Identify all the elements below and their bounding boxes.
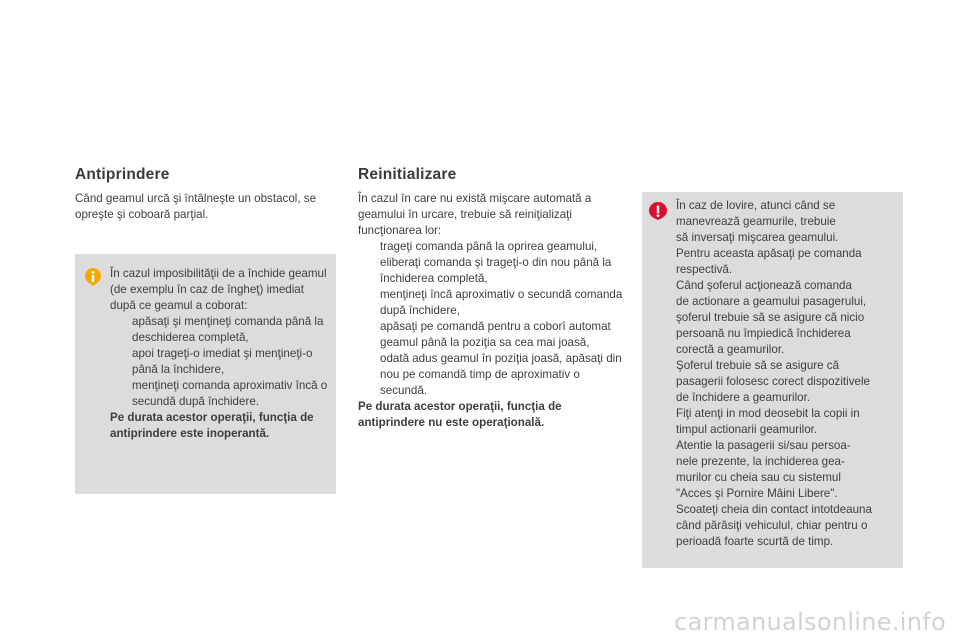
warning-line: În caz de lovire, atunci când se bbox=[676, 199, 836, 212]
list-item: eliberaţi comanda şi trageţi-o din nou până la închiderea completă, bbox=[380, 256, 612, 285]
warning-line: de închidere a geamurilor. bbox=[676, 391, 811, 404]
list-item: apoi trageţi-o imediat şi menţineţi-o până la închidere, bbox=[132, 347, 313, 376]
list-item: apăsaţi pe comandă pentru a coborî automat geamul până la poziţia sa cea mai joasă, bbox=[380, 320, 611, 349]
antiprindere-intro: Când geamul urcă şi întâlneşte un obstacol, se opreşte şi coboară parţial. bbox=[75, 192, 317, 221]
watermark: carmanualsonline.info bbox=[674, 608, 946, 636]
warning-line: şoferul trebuie să se asigure că nicio bbox=[676, 311, 865, 324]
reinitializare-list bbox=[358, 239, 628, 399]
warning-line: timpul actionarii geamurilor. bbox=[676, 423, 818, 436]
warning-line: manevrează geamurile, trebuie bbox=[676, 215, 836, 228]
warning-line: perioadă foarte scurtă de timp. bbox=[676, 535, 834, 548]
list-item: odată adus geamul în poziţia joasă, apăsaţi din nou pe comandă timp de aproximativ o secundă. bbox=[380, 352, 622, 397]
warning-line: Pentru aceasta apăsaţi pe comanda bbox=[676, 247, 862, 260]
warning-line: corectă a geamurilor. bbox=[676, 343, 785, 356]
info-icon bbox=[85, 268, 101, 286]
warning-line: Când şoferul acţionează comanda bbox=[676, 279, 852, 292]
warning-line: murilor cu cheia sau cu sistemul bbox=[676, 471, 841, 484]
list-item: apăsaţi şi menţineţi comanda până la deschiderea completă, bbox=[132, 315, 324, 344]
list-item: menţineţi încă aproximativ o secundă comanda după închidere, bbox=[380, 288, 623, 317]
section-title-antiprindere: Antiprindere bbox=[75, 166, 170, 183]
warning-line: Atentie la pasagerii si/sau persoa- bbox=[676, 439, 851, 452]
info-note-bold: Pe durata acestor operaţii, funcţia de antiprindere este inoperantă. bbox=[110, 411, 314, 440]
reinitializare-lead: În cazul în care nu există mişcare automată a geamului în urcare, trebuie să reiniţializaţi funcţionarea lor: bbox=[358, 192, 592, 237]
info-note-text bbox=[110, 266, 332, 442]
warning-line: persoană nu împiedică închiderea bbox=[676, 327, 851, 340]
warning-line: când părăsiţi vehiculul, chiar pentru o bbox=[676, 519, 868, 532]
warning-line: Fiţi atenţi in mod deosebit la copii in bbox=[676, 407, 860, 420]
info-note-lead: În cazul imposibilităţii de a închide geamul (de exemplu în caz de îngheţ) imediat după ce geamul a coborat: bbox=[110, 267, 327, 312]
reinitializare-bold: Pe durata acestor operaţii, funcţia de antiprindere nu este operaţională. bbox=[358, 400, 562, 429]
warning-line: pasagerii folosesc corect dispozitivele bbox=[676, 375, 870, 388]
warning-line: nele prezente, la inchiderea gea- bbox=[676, 455, 845, 468]
info-note-panel bbox=[75, 254, 336, 494]
warning-line: Şoferul trebuie să se asigure că bbox=[676, 359, 840, 372]
reinitializare-body bbox=[358, 191, 628, 431]
section-title-reinitializare: Reinitializare bbox=[358, 166, 457, 183]
warning-note-text bbox=[676, 198, 901, 550]
list-item: trageţi comanda până la oprirea geamului, bbox=[380, 240, 598, 253]
list-item: menţineţi comanda aproximativ încă o secundă după închidere. bbox=[132, 379, 328, 408]
info-note-list bbox=[110, 314, 332, 410]
warning-line: "Acces şi Pornire Mâini Libere". bbox=[676, 487, 838, 500]
warning-line: Scoateţi cheia din contact intotdeauna bbox=[676, 503, 872, 516]
warning-note-panel bbox=[642, 192, 903, 568]
warning-line: să inversaţi mişcarea geamului. bbox=[676, 231, 839, 244]
warning-line: de actionare a geamului pasagerului, bbox=[676, 295, 867, 308]
warning-icon bbox=[649, 202, 667, 220]
warning-line: respectivă. bbox=[676, 263, 733, 276]
